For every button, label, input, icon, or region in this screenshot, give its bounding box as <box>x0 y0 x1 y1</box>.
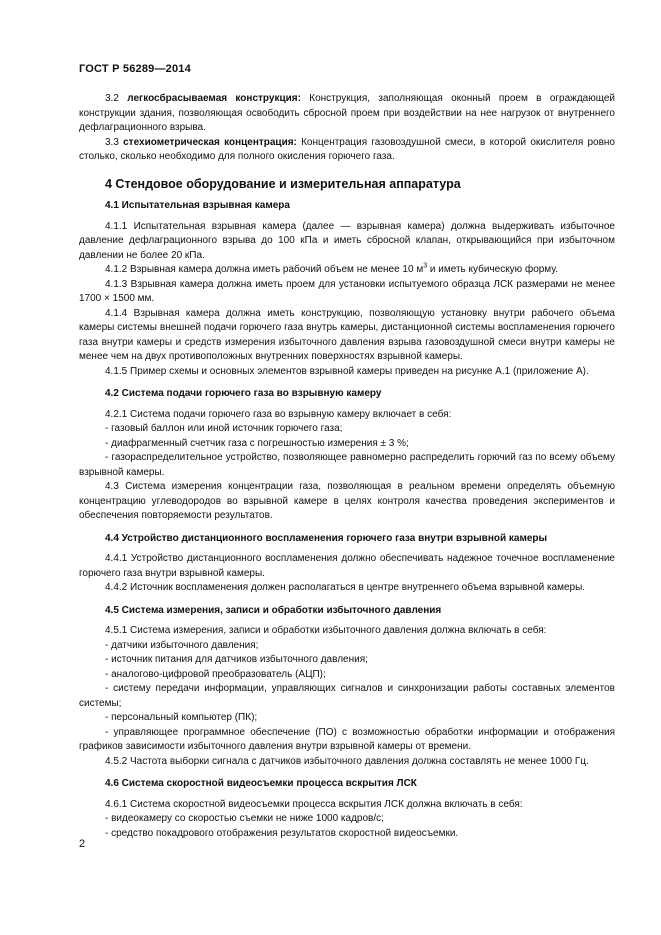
paragraph: 4.4.1 Устройство дистанционного воспламенения должно обеспечивать надежное точечное воспламенение горючего газа внутри взрывной камеры. <box>79 553 615 579</box>
paragraph: 4.1.2 Взрывная камера должна иметь рабочий объем не менее 10 $м^3$ и иметь кубическую форму. <box>105 262 559 275</box>
page-number: 2 <box>79 838 86 850</box>
list-item: - управляющее программное обеспечение (ПО) с возможностью обработки информации и отображения графиков зависимости избыточного давления внутри взрывной камеры от времени. <box>79 726 615 752</box>
section-4-2-title: 4.2 Система подачи горючего газа во взрывную камеру <box>105 388 382 399</box>
term: стехиометрическая концентрация: <box>123 136 297 148</box>
term: легкосбрасываемая конструкция: <box>127 93 301 104</box>
definition-3-2: 3.2 легкосбрасываемая конструкция: Конструкция, заполняющая оконный проем в ограждающей конструкции здания, позволяющая освободить сбросной проем при воздействии на нее нагрузок от внутреннего дефлаграционного взрыва. <box>79 93 616 133</box>
list-item: - видеокамеру со скоростью съемки не ниже 1000 кадров/с; <box>105 813 384 824</box>
list-item: - систему передачи информации, управляющих сигналов и синхронизации работы составных элементов системы; <box>79 683 615 709</box>
list-item: - газораспределительное устройство, позволяющее равномерно распределить горючий газ по всему объему взрывной камеры. <box>79 452 615 478</box>
paragraph: 4.5.2 Частота выборки сигнала с датчиков избыточного давления должна составлять не менее 1000 Гц. <box>105 755 589 767</box>
paragraph: 4.5.1 Система измерения, записи и обработки избыточного давления должна включать в себя: <box>105 625 547 636</box>
definition-3-3: 3.3 стехиометрическая концентрация: Концентрация газовоздушной смеси, в которой окислителя ровно столько, сколько необходимо для полного окисления горючего газа. <box>79 136 615 162</box>
list-item: - персональный компьютер (ПК); <box>105 712 258 723</box>
paragraph: 4.3 Система измерения концентрации газа, позволяющая в реальном времени определять объемную концентрацию углеводородов во взрывной камере в целях контроля качества проведения экспериментов и обеспечения повторяемости результатов. <box>79 481 615 521</box>
section-4-6-title: 4.6 Система скоростной видеосъемки процесса вскрытия ЛСК <box>105 778 417 789</box>
document-body <box>79 92 615 841</box>
list-item: - средство покадрового отображения результатов скоростной видеосъемки. <box>105 827 459 839</box>
list-item: - аналогово-цифровой преобразователь (АЦП); <box>105 668 326 680</box>
list-item: - источник питания для датчиков избыточного давления; <box>105 654 368 665</box>
paragraph: 4.1.3 Взрывная камера должна иметь проем для установки испытуемого образца ЛСК размерами не менее 1700 × 1500 мм. <box>79 278 615 304</box>
list-item: - диафрагменный счетчик газа с погрешностью измерения ± 3 %; <box>105 437 409 449</box>
list-item: - газовый баллон или иной источник горючего газа; <box>105 423 343 434</box>
paragraph: 4.4.2 Источник воспламенения должен располагаться в центре внутреннего объема взрывной камеры. <box>105 582 586 593</box>
section-4-5-title: 4.5 Система измерения, записи и обработки избыточного давления <box>105 604 442 616</box>
paragraph: 4.6.1 Система скоростной видеосъемки процесса вскрытия ЛСК должна включать в себя: <box>105 798 523 810</box>
section-4-4-title: 4.4 Устройство дистанционного воспламенения горючего газа внутри взрывной камеры <box>105 532 548 544</box>
paragraph: 4.1.4 Взрывная камера должна иметь конструкцию, позволяющую установку внутри рабочего объема камеры системы внешней подачи горючего газа внутрь камеры, дистанционной системы воспламенения горючего газа внутри камеры и средств измерения избыточного давления взрыва газовоздушной смеси внутри камеры не менее чем на двух противоположных внутренних поверхностях взрывной камеры. <box>79 307 615 362</box>
section-4-title: 4 Стендовое оборудование и измерительная аппаратура <box>105 176 461 191</box>
section-4-1-title: 4.1 Испытательная взрывная камера <box>105 200 290 211</box>
standard-header: ГОСТ Р 56289—2014 <box>79 63 191 75</box>
list-item: - датчики избыточного давления; <box>105 639 259 651</box>
paragraph: 4.1.1 Испытательная взрывная камера (далее — взрывная камера) должна выдерживать избыточное давление дефлаграционного взрыва до 100 кПа и иметь сбросной клапан, открывающийся при избыточном давлении не более 20 кПа. <box>79 220 615 261</box>
paragraph: 4.1.5 Пример схемы и основных элементов взрывной камеры приведен на рисунке А.1 (приложение А). <box>105 365 589 377</box>
paragraph: 4.2.1 Система подачи горючего газа во взрывную камеру включает в себя: <box>105 408 452 420</box>
